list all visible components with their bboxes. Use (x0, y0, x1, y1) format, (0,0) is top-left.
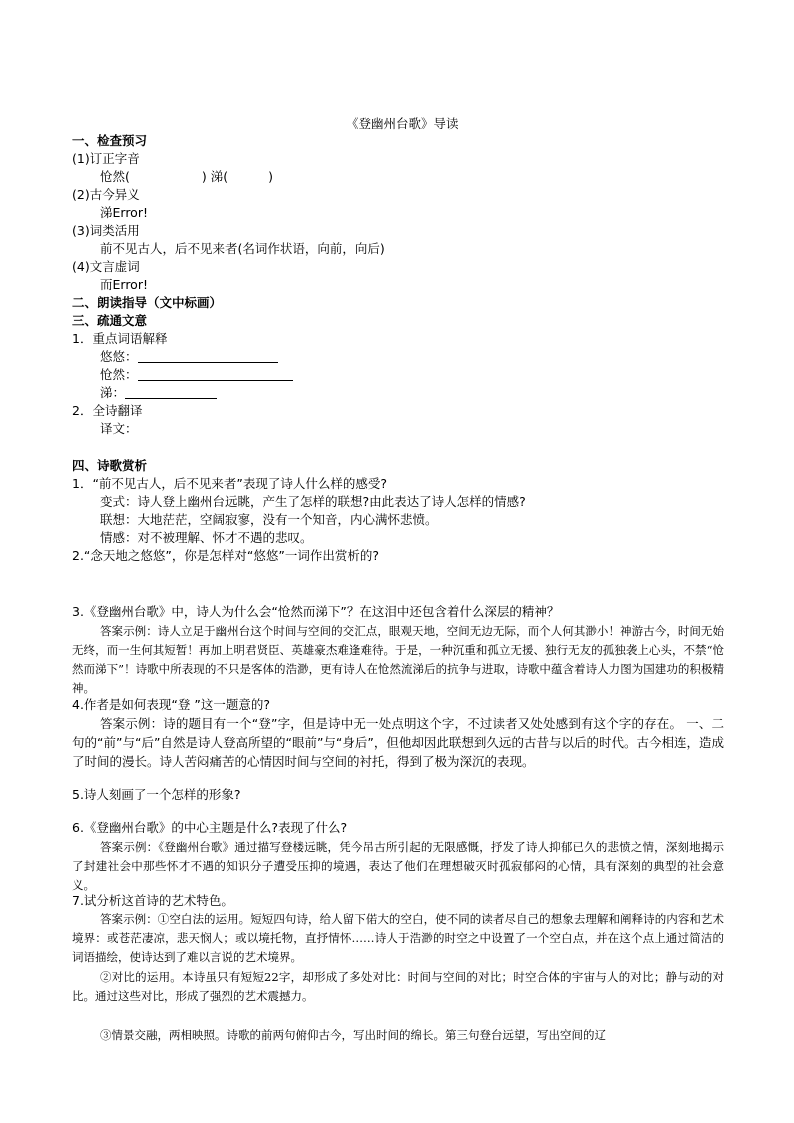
blank-line (125, 385, 217, 399)
item-1-4: (4)文言虚词 (72, 259, 140, 274)
question-7: 7.试分析这首诗的艺术特色。 (72, 893, 234, 908)
section-heading-1: 一、检查预习 (72, 133, 148, 148)
question-7-answer-3: ③情景交融，两相映照。诗歌的前两句俯仰古今，写出时间的绵长。第三句登台远望，写出空间的辽 (100, 1028, 606, 1042)
page-title: 《登幽州台歌》导读 (346, 116, 459, 131)
item-1-3-answer: 前不见古人，后不见来者(名词作状语，向前，向后) (100, 241, 385, 256)
blank-line (138, 367, 293, 381)
question-4: 4.作者是如何表现“登 ”这一题意的? (72, 697, 270, 712)
word-ti: 涕： (100, 384, 217, 402)
section-heading-2: 二、朗读指导（文中标画） (72, 295, 223, 310)
question-3: 3.《登幽州台歌》中，诗人为什么会“怆然而涕下”？在这泪中还包含着什么深层的精神？ (72, 604, 560, 619)
pronunciation-c: ) (268, 169, 274, 184)
question-6-answer: 答案示例：《登幽州台歌》通过描写登楼远眺，凭今吊古所引起的无限感慨，抒发了诗人抑郁已久的悲愤之情，深刻地揭示了封建社会中那些怀才不遇的知识分子遭受压抑的境遇，表达了他们在理想破灭时孤寂郁闷的心情，具有深刻的典型的社会意义。 (72, 840, 724, 892)
item-1-3: (3)词类活用 (72, 223, 140, 238)
translation-label: 译文： (100, 421, 138, 436)
item-3-2: 2．全诗翻译 (72, 403, 143, 418)
pronunciation-line (100, 168, 273, 186)
question-6: 6.《登幽州台歌》的中心主题是什么?表现了什么? (72, 820, 348, 835)
word-youyou: 悠悠： (100, 348, 278, 366)
section-heading-3: 三、疏通文意 (72, 313, 148, 328)
pronunciation-b: ) 涕( (201, 169, 229, 184)
pronunciation-a: 怆然( (100, 169, 130, 184)
word-chuangran: 怆然： (100, 366, 293, 384)
question-1-association: 联想：大地茫茫，空阔寂寥，没有一个知音，内心满怀悲愤。 (100, 512, 438, 527)
item-3-1: 1．重点词语解释 (72, 331, 168, 346)
question-5: 5.诗人刻画了一个怎样的形象? (72, 787, 241, 802)
blank-line (138, 349, 278, 363)
item-1-4-answer: 而Error! (100, 277, 148, 292)
item-1-2-answer: 涕Error! (100, 205, 148, 220)
question-4-answer: 答案示例：诗的题目有一个“登”字，但是诗中无一处点明这个字，不过读者又处处感到有这个字的存在。 一、二句的“前”与“后”自然是诗人登高所望的“眼前”与“身后”，但他却因此联想到久远的古昔与以后的时代。古今相连，造成了时间的漫长。诗人苦闷痛苦的心情因时间与空间的衬托，得到了极为深沉的表现。 (72, 716, 724, 769)
question-7-answer-1: 答案示例：①空白法的运用。短短四句诗，给人留下偌大的空白，使不同的读者尽自己的想象去理解和阐释诗的内容和艺术境界：或苍茫凄凉，悲天悯人；或以境托物，直抒情怀……诗人于浩渺的时空之中设置了一个空白点，并在这个点上通过简洁的词语描绘，使诗达到了难以言说的艺术境界。 (72, 912, 724, 964)
question-1: 1．“前不见古人，后不见来者”表现了诗人什么样的感受? (72, 476, 388, 491)
question-1-emotion: 情感：对不被理解、怀才不遇的悲叹。 (100, 530, 313, 545)
section-heading-4: 四、诗歌赏析 (72, 458, 148, 473)
question-7-answer-2: ②对比的运用。本诗虽只有短短22字，却形成了多处对比：时间与空间的对比；时空合体的宇宙与人的对比；静与动的对比。通过这些对比，形成了强烈的艺术震撼力。 (72, 970, 724, 1003)
question-2: 2.“念天地之悠悠”，你是怎样对“悠悠”一词作出赏析的? (72, 548, 379, 563)
question-3-answer: 答案示例：诗人立足于幽州台这个时间与空间的交汇点，眼观天地，空间无边无际，而个人何其渺小！神游古今，时间无始无终，而一生何其短暂！再加上明君贤臣、英雄豪杰难逢难待。于是，一种沉重和孤立无援、独行无友的孤独袭上心头，不禁“怆然而涕下”！诗歌中所表现的不只是客体的浩渺，更有诗人在怆然流涕后的抗争与进取，诗歌中蕴含着诗人力图为国建功的积极精神。 (72, 624, 724, 695)
item-1-2: (2)古今异义 (72, 187, 140, 202)
question-1-variant: 变式：诗人登上幽州台远眺，产生了怎样的联想?由此表达了诗人怎样的情感? (100, 494, 526, 509)
item-1-1: (1)订正字音 (72, 151, 140, 166)
